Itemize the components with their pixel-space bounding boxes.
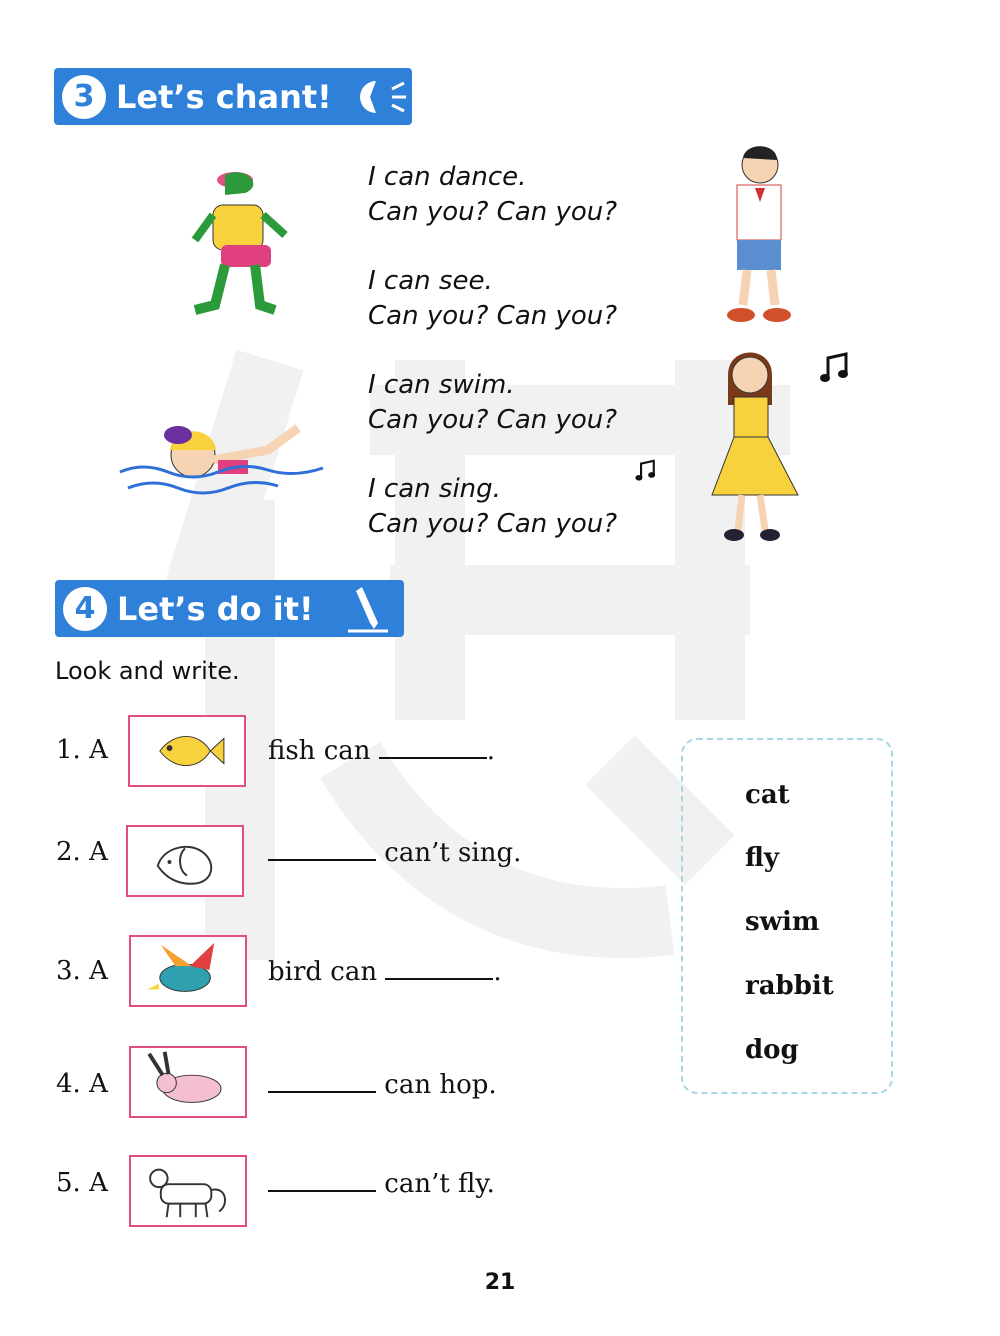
answer-blank[interactable] [268,1168,376,1192]
boy-icon [715,140,795,330]
word-bank-item: swim [745,907,820,937]
exercise-text: can hop. [384,1070,497,1100]
exercise-3-picture [129,935,247,1007]
exercise-2-sentence [268,837,521,868]
exercise-4-sentence [268,1069,497,1100]
exercise-1-sentence [268,735,495,766]
section-3-banner [54,68,412,125]
chant-verse-3 [368,368,617,438]
instruction-text: Look and write. [55,657,240,685]
singing-girl-icon [710,345,810,545]
exercise-3-sentence [268,956,502,987]
page-number: 21 [484,1270,516,1295]
answer-blank[interactable] [268,837,376,861]
chant-line: I can dance. [368,162,527,192]
exercise-5-picture [129,1155,247,1227]
word-bank-item: dog [745,1035,799,1065]
swimming-girl-icon [118,410,328,505]
chant-line: Can you? Can you? [368,301,618,331]
chant-verse-2 [368,264,617,334]
exercise-5-sentence [268,1168,495,1199]
exercise-4-picture [129,1046,247,1118]
word-bank-item: fly [745,843,780,873]
exercise-2-picture [126,825,244,897]
chant-line: Can you? Can you? [368,509,618,539]
section-4-title: Let’s do it! [117,589,314,628]
exercise-1-picture [128,715,246,787]
exercise-text: can’t sing. [384,838,522,868]
exercise-5-number: 5. A [56,1168,108,1198]
chant-verse-4 [368,472,617,542]
chant-verse-1 [368,160,617,230]
pencil-icon [344,583,394,635]
exercise-1-number: 1. A [56,735,108,765]
chant-line: Can you? Can you? [368,405,618,435]
cat-icon [131,1157,245,1225]
exercise-end: . [486,736,496,766]
exercise-2-number: 2. A [56,837,108,867]
chant-line: Can you? Can you? [368,197,618,227]
exercise-text: bird can [268,957,378,987]
chant-line: I can swim. [368,370,515,400]
word-bank [681,738,893,1094]
exercise-text: can’t fly. [384,1169,495,1199]
fish-icon [130,717,244,785]
section-3-number: 3 [62,75,106,119]
answer-blank[interactable] [268,1069,376,1093]
answer-blank[interactable] [385,956,493,980]
exercise-end: . [493,957,502,987]
section-4-banner [55,580,404,637]
chant-line: I can see. [368,266,493,296]
rabbit-icon [131,1048,245,1116]
dancing-crocodile-icon [185,165,295,320]
music-note-icon [634,458,658,482]
bird-icon [131,937,245,1005]
exercise-text: fish can [268,736,371,766]
chant-line: I can sing. [368,474,501,504]
section-4-number: 4 [63,587,107,631]
answer-blank[interactable] [379,735,487,759]
chant-mouth-icon [352,77,412,117]
dog-icon [128,827,242,895]
word-bank-item: rabbit [745,971,834,1001]
section-3-title: Let’s chant! [116,77,332,116]
word-bank-item: cat [745,780,790,810]
exercise-4-number: 4. A [56,1069,108,1099]
exercise-3-number: 3. A [56,956,108,986]
music-note-icon [818,350,852,384]
